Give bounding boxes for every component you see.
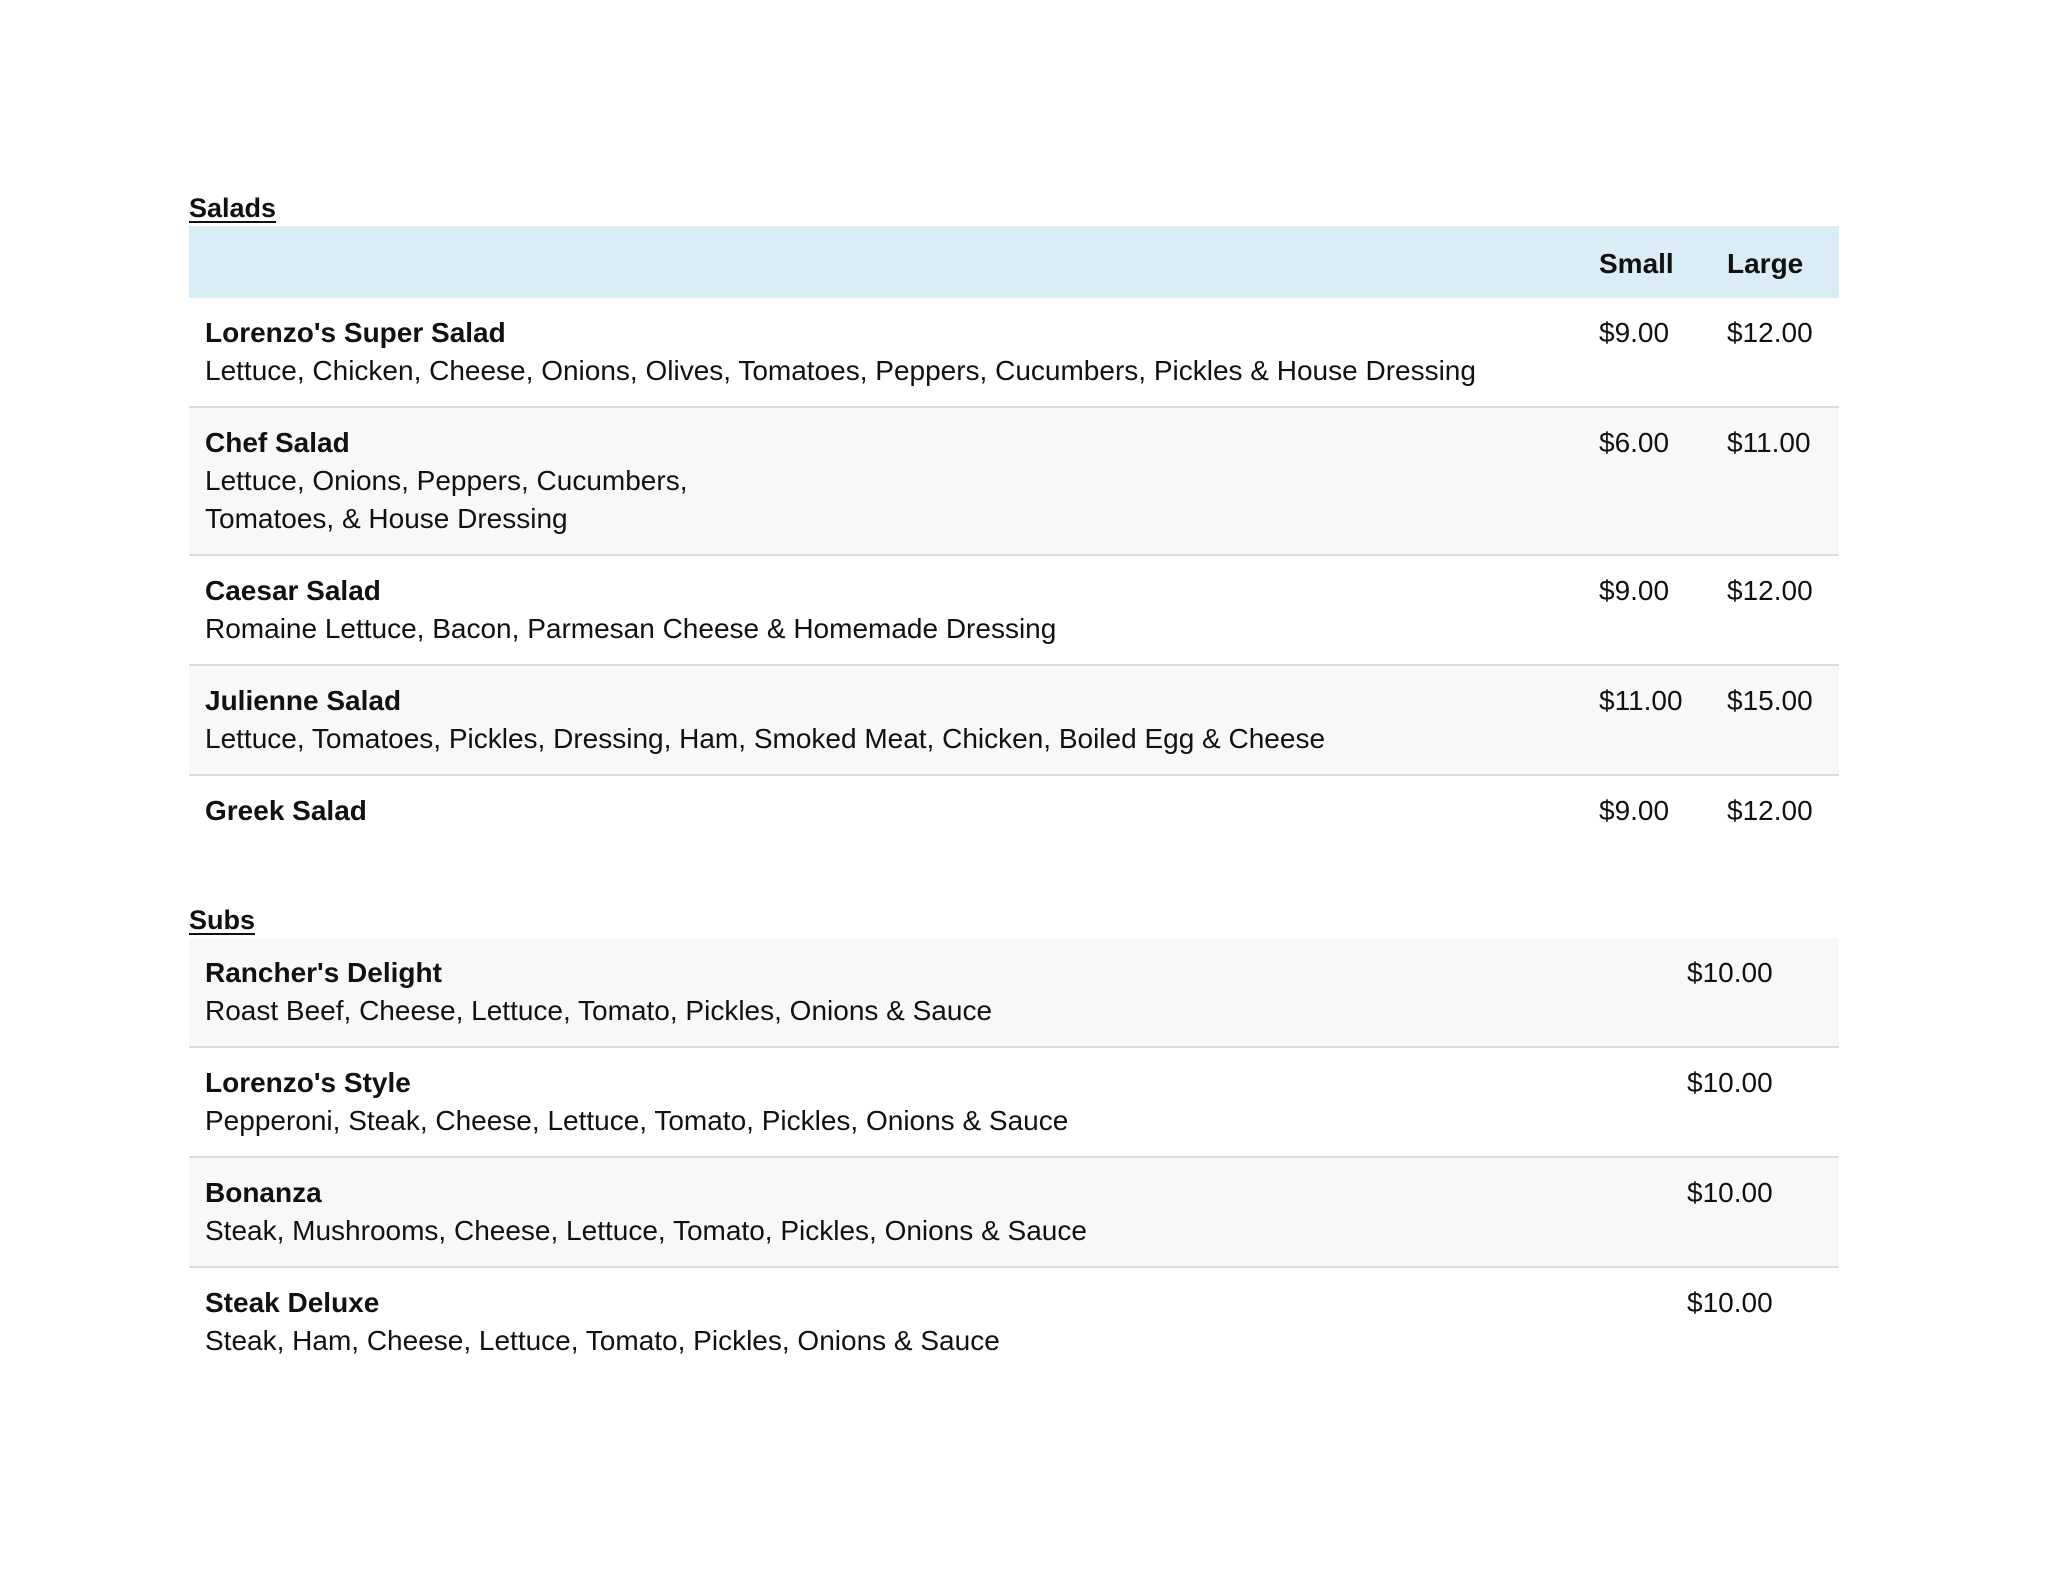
menu-item-steak-deluxe [189, 1268, 1839, 1378]
menu-item-ranchers-delight [189, 938, 1839, 1048]
item-name: Lorenzo's Style [205, 1067, 411, 1098]
menu-item-bonanza [189, 1158, 1839, 1268]
large-column-header: Large [1727, 248, 1804, 279]
section-spacer [189, 848, 1839, 902]
small-price: $9.00 [1599, 795, 1670, 826]
menu-item-caesar-salad [189, 556, 1839, 666]
large-price: $15.00 [1727, 685, 1813, 716]
item-description: Steak, Ham, Cheese, Lettuce, Tomato, Pickles, Onions & Sauce [205, 1325, 1000, 1356]
item-name: Julienne Salad [205, 685, 402, 716]
menu-item-chef-salad [189, 408, 1839, 556]
item-description: Steak, Mushrooms, Cheese, Lettuce, Tomato, Pickles, Onions & Sauce [205, 1215, 1087, 1246]
menu-item-julienne-salad [189, 666, 1839, 776]
small-price: $11.00 [1599, 685, 1683, 716]
item-description: Pepperoni, Steak, Cheese, Lettuce, Tomato, Pickles, Onions & Sauce [205, 1105, 1069, 1136]
menu-item-lorenzos-style [189, 1048, 1839, 1158]
item-description: Romaine Lettuce, Bacon, Parmesan Cheese & Homemade Dressing [205, 613, 1057, 644]
large-price: $11.00 [1727, 427, 1811, 458]
menu-item-greek-salad [189, 776, 1839, 848]
item-price: $10.00 [1687, 1067, 1773, 1098]
salads-section-title: Salads [189, 193, 277, 223]
item-description: Lettuce, Chicken, Cheese, Onions, Olives, Tomatoes, Peppers, Cucumbers, Pickles & House Dressing [205, 355, 1476, 386]
large-price: $12.00 [1727, 795, 1813, 826]
item-name: Rancher's Delight [205, 957, 442, 988]
item-name: Greek Salad [205, 795, 367, 826]
item-description [205, 462, 687, 538]
item-description-line: Tomatoes, & House Dressing [205, 503, 568, 534]
item-name: Steak Deluxe [205, 1287, 380, 1318]
subs-section-title: Subs [189, 905, 256, 935]
salads-header-row [189, 226, 1839, 298]
large-price: $12.00 [1727, 317, 1813, 348]
menu-item-lorenzos-super-salad [189, 298, 1839, 408]
small-price: $6.00 [1599, 427, 1670, 458]
large-price: $12.00 [1727, 575, 1813, 606]
item-price: $10.00 [1687, 1177, 1773, 1208]
item-name: Lorenzo's Super Salad [205, 317, 506, 348]
small-price: $9.00 [1599, 317, 1670, 348]
item-name: Chef Salad [205, 427, 350, 458]
item-price: $10.00 [1687, 957, 1773, 988]
small-column-header: Small [1599, 248, 1674, 279]
item-description-line: Lettuce, Onions, Peppers, Cucumbers, [205, 465, 688, 496]
menu-page [189, 190, 1839, 1378]
item-name: Bonanza [205, 1177, 322, 1208]
item-description: Roast Beef, Cheese, Lettuce, Tomato, Pickles, Onions & Sauce [205, 995, 993, 1026]
item-price: $10.00 [1687, 1287, 1773, 1318]
small-price: $9.00 [1599, 575, 1670, 606]
item-description: Lettuce, Tomatoes, Pickles, Dressing, Ham, Smoked Meat, Chicken, Boiled Egg & Cheese [205, 723, 1326, 754]
item-name: Caesar Salad [205, 575, 381, 606]
